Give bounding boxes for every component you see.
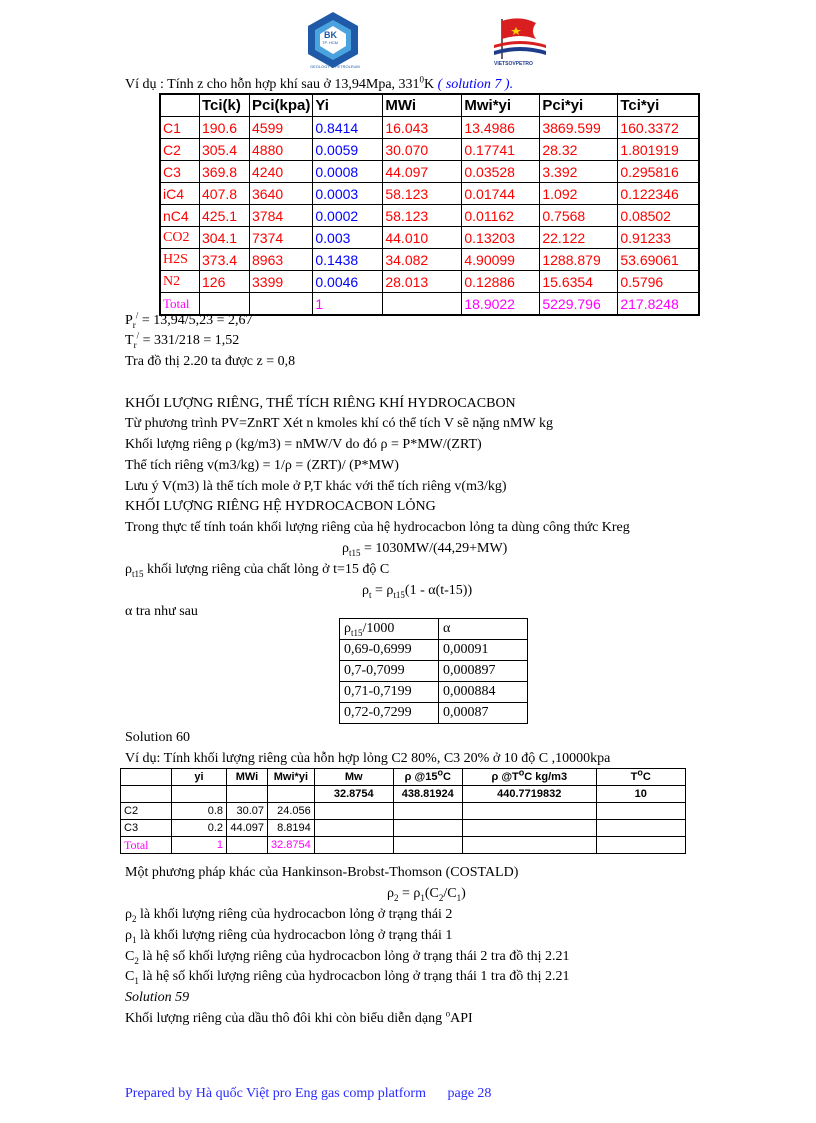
tr-line: $T_r^/ = 331/218 = 1,52$ (125, 330, 240, 350)
header-pciyi: Pci*yi (540, 94, 618, 117)
t3-rho15-value: 438.81924 (393, 786, 462, 803)
component-name: C3 (160, 161, 200, 183)
t3-cell-mwi: 44.097 (227, 820, 268, 837)
alpha-header-rho: $\rho_{t15}/1000$ (340, 619, 439, 640)
footer-text: Prepared by Hà quốc Việt pro Eng gas comp platform (125, 1086, 426, 1101)
alpha-cell-range: 0,71-0,7199 (340, 682, 439, 703)
alpha-header-row (340, 619, 528, 640)
cell-yi: 0.0046 (313, 271, 383, 293)
solution-59: Solution 59 (125, 990, 190, 1005)
example1-line (125, 76, 513, 93)
cell-tciyi: 53.69061 (618, 249, 700, 271)
t3-total-yi: 1 (172, 837, 227, 854)
t3-header-t: $T^oC$ (596, 769, 685, 786)
cell-tci: 190.6 (200, 117, 250, 139)
cell-yi: 0.003 (313, 227, 383, 249)
t3-cell-name: C3 (121, 820, 172, 837)
alpha-row (340, 682, 528, 703)
cell-tciyi: 0.5796 (618, 271, 700, 293)
temp-correction-formula: $\rho_t = \rho_{t15}(1 - \alpha(t-15))$ (362, 583, 473, 600)
cell-mwiyi: 0.12886 (462, 271, 540, 293)
cell-yi: 0.1438 (313, 249, 383, 271)
header-mwiyi: Mwi*yi (462, 94, 540, 117)
cell-mwiyi: 13.4986 (462, 117, 540, 139)
cell-yi: 0.0003 (313, 183, 383, 205)
t3-cell-yi: 0.8 (172, 803, 227, 820)
cell-pci: 3399 (250, 271, 313, 293)
cell-mwi: 30.070 (383, 139, 462, 161)
cell-yi: 0.0002 (313, 205, 383, 227)
cell-pciyi: 3869.599 (540, 117, 618, 139)
alpha-cell-alpha: 0,00091 (439, 640, 528, 661)
costald-c1: $C_1$ là hệ số khối lượng riêng của hydrocacbon lỏng ở trạng thái 1 tra đồ thị 2.21 (125, 969, 570, 986)
cell-mwiyi: 0.01744 (462, 183, 540, 205)
header-tci: Tci(k) (200, 94, 250, 117)
table-row (160, 117, 699, 139)
cell-tciyi: 1.801919 (618, 139, 700, 161)
kreg-formula: $\rho_{t15} = 1030MW/(44,29+MW)$ (342, 541, 508, 558)
cell-mwi: 44.010 (383, 227, 462, 249)
example1-solution: ( solution 7 ). (437, 77, 514, 92)
gas-mixture-table (159, 93, 700, 316)
t3-row (121, 803, 686, 820)
liquid-line-1: Trong thực tế tính toán khối lượng riêng của hệ hydrocacbon lỏng ta dùng công thức Kreg (125, 520, 630, 535)
cell-tciyi: 0.08502 (618, 205, 700, 227)
cell-tciyi: 160.3372 (618, 117, 700, 139)
alpha-cell-alpha: 0,000897 (439, 661, 528, 682)
alpha-row (340, 703, 528, 724)
gas-line-4: Lưu ý V(m3) là thể tích mole ở P,T khác với thể tích riêng v(m3/kg) (125, 479, 507, 494)
cell-tci: 305.4 (200, 139, 250, 161)
t3-cell-yi: 0.2 (172, 820, 227, 837)
api-line: Khối lượng riêng của dầu thô đôi khi còn biểu diễn dạng $^o$API (125, 1008, 473, 1026)
t3-total-mwiyi: 32.8754 (268, 837, 315, 854)
t3-cell-name: C2 (121, 803, 172, 820)
header-tciyi: Tci*yi (618, 94, 700, 117)
alpha-cell-range: 0,72-0,7299 (340, 703, 439, 724)
cell-mwi: 16.043 (383, 117, 462, 139)
table-row (160, 227, 699, 249)
gas-line-2: Khối lượng riêng ρ (kg/m3) = nMW/V do đó ρ = P*MW/(ZRT) (125, 437, 482, 452)
cell-mwiyi: 0.03528 (462, 161, 540, 183)
example1-unit: K (424, 77, 435, 92)
bk-logo-caption: GEOLOGY & PETROLEUM (310, 64, 360, 69)
cell-pci: 8963 (250, 249, 313, 271)
t3-rhoT-value: 440.7719832 (462, 786, 596, 803)
table-row (160, 161, 699, 183)
t3-header-yi: yi (172, 769, 227, 786)
costald-c2: $C_2$ là hệ số khối lượng riêng của hydrocacbon lỏng ở trạng thái 2 tra đồ thị 2.21 (125, 949, 570, 966)
t3-header-mw: Mw (314, 769, 393, 786)
table-row (160, 271, 699, 293)
cell-tci: 369.8 (200, 161, 250, 183)
t3-header-row (121, 769, 686, 786)
cell-tciyi: 0.122346 (618, 183, 700, 205)
header-yi: Yi (313, 94, 383, 117)
component-name: iC4 (160, 183, 200, 205)
component-name: N2 (160, 271, 200, 293)
liquid-mixture-table (120, 768, 686, 854)
total-label: Total (160, 293, 200, 316)
table-header-row (160, 94, 699, 117)
component-name: H2S (160, 249, 200, 271)
table-row (160, 139, 699, 161)
gas-line-3: Thể tích riêng v(m3/kg) = 1/ρ = (ZRT)/ (P*MW) (125, 458, 399, 473)
t3-t-value: 10 (596, 786, 685, 803)
vietsovpetro-logo (490, 15, 550, 75)
component-name: CO2 (160, 227, 200, 249)
t3-total-row (121, 837, 686, 854)
total-mwiyi: 18.9022 (462, 293, 540, 316)
alpha-header-alpha: α (439, 619, 528, 640)
component-name: C1 (160, 117, 200, 139)
cell-pciyi: 3.392 (540, 161, 618, 183)
cell-mwi: 58.123 (383, 183, 462, 205)
cell-mwiyi: 0.01162 (462, 205, 540, 227)
cell-tciyi: 0.91233 (618, 227, 700, 249)
section-gas-title: KHỐI LƯỢNG RIÊNG, THỂ TÍCH RIÊNG KHÍ HYDROCACBON (125, 396, 516, 411)
t3-values-row (121, 786, 686, 803)
t3-header-mwi: MWi (227, 769, 268, 786)
cell-pci: 4240 (250, 161, 313, 183)
component-name: nC4 (160, 205, 200, 227)
example2-text: Ví dụ: Tính khối lượng riêng của hỗn hợp lỏng C2 80%, C3 20% ở 10 độ C ,10000kpa (125, 751, 611, 766)
cell-pciyi: 28.32 (540, 139, 618, 161)
costald-formula: $\rho_2 = \rho_1(C_2/C_1)$ (387, 886, 466, 903)
cell-mwi: 28.013 (383, 271, 462, 293)
total-tciyi: 217.8248 (618, 293, 700, 316)
alpha-cell-alpha: 0,000884 (439, 682, 528, 703)
cell-mwiyi: 0.17741 (462, 139, 540, 161)
alpha-row (340, 640, 528, 661)
alpha-row (340, 661, 528, 682)
bk-logo-sub: TP. HCM (322, 40, 338, 45)
cell-yi: 0.0008 (313, 161, 383, 183)
cell-pci: 7374 (250, 227, 313, 249)
cell-mwi: 44.097 (383, 161, 462, 183)
alpha-cell-range: 0,69-0,6999 (340, 640, 439, 661)
alpha-cell-alpha: 0,00087 (439, 703, 528, 724)
liquid-line-3: α tra như sau (125, 604, 198, 619)
t3-row (121, 820, 686, 837)
header-pci: Pci(kpa) (250, 94, 313, 117)
total-yi: 1 (313, 293, 383, 316)
cell-tci: 407.8 (200, 183, 250, 205)
total-pciyi: 5229.796 (540, 293, 618, 316)
cell-tci: 304.1 (200, 227, 250, 249)
header-mwi: MWi (383, 94, 462, 117)
cell-yi: 0.8414 (313, 117, 383, 139)
cell-pciyi: 1288.879 (540, 249, 618, 271)
cell-pciyi: 15.6354 (540, 271, 618, 293)
bk-logo-text: BK (324, 30, 337, 40)
table-row (160, 249, 699, 271)
costald-rho2: $\rho_2$ là khối lượng riêng của hydrocacbon lỏng ở trạng thái 2 (125, 907, 453, 924)
section-liquid-title: KHỐI LƯỢNG RIÊNG HỆ HYDROCACBON LỎNG (125, 499, 436, 514)
cell-pci: 3640 (250, 183, 313, 205)
cell-pci: 3784 (250, 205, 313, 227)
t3-header-rhoT: ρ $@T^oC$ kg/m3 (462, 769, 596, 786)
component-name: C2 (160, 139, 200, 161)
costald-rho1: $\rho_1$ là khối lượng riêng của hydrocacbon lỏng ở trạng thái 1 (125, 928, 453, 945)
costald-line-1: Một phương pháp khác của Hankinson-Brobst-Thomson (COSTALD) (125, 865, 519, 880)
t3-mw-value: 32.8754 (314, 786, 393, 803)
cell-pciyi: 1.092 (540, 183, 618, 205)
cell-pciyi: 22.122 (540, 227, 618, 249)
cell-yi: 0.0059 (313, 139, 383, 161)
table-row (160, 205, 699, 227)
liquid-line-2: $\rho_{t15}$ khối lượng riêng của chất lỏng ở t=15 độ C (125, 562, 390, 579)
t3-cell-mwiyi: 24.056 (268, 803, 315, 820)
example1-text: Ví dụ : Tính z cho hỗn hợp khí sau ở 13,94Mpa, 331 (125, 77, 420, 92)
t3-header-mwiyi: Mwi*yi (268, 769, 315, 786)
alpha-table (339, 618, 528, 724)
cell-pciyi: 0.7568 (540, 205, 618, 227)
cell-pci: 4880 (250, 139, 313, 161)
z-result-line: Tra đồ thị 2.20 ta được z = 0,8 (125, 354, 296, 369)
t3-header-rho15: ρ @15$^o$C (393, 769, 462, 786)
cell-tci: 373.4 (200, 249, 250, 271)
vietsovpetro-logo-text: VIETSOVPETRO (494, 61, 533, 67)
cell-mwi: 34.082 (383, 249, 462, 271)
gas-line-1: Từ phương trình PV=ZnRT Xét n kmoles khí có thể tích V sẽ nặng nMW kg (125, 416, 553, 431)
t3-total-label: Total (121, 837, 172, 854)
cell-tciyi: 0.295816 (618, 161, 700, 183)
cell-tci: 425.1 (200, 205, 250, 227)
cell-pci: 4599 (250, 117, 313, 139)
cell-tci: 126 (200, 271, 250, 293)
solution-60: Solution 60 (125, 730, 190, 745)
cell-mwiyi: 4.90099 (462, 249, 540, 271)
cell-mwiyi: 0.13203 (462, 227, 540, 249)
bk-logo (302, 10, 364, 72)
page-footer (125, 1086, 491, 1102)
cell-mwi: 58.123 (383, 205, 462, 227)
example1-deg: 0 (419, 74, 425, 85)
pr-line: $P_r^/ = 13,94/5,23 = 2,67$ (125, 310, 253, 330)
alpha-cell-range: 0,7-0,7099 (340, 661, 439, 682)
t3-cell-mwi: 30.07 (227, 803, 268, 820)
page-number: page 28 (447, 1086, 492, 1101)
table-row (160, 183, 699, 205)
t3-cell-mwiyi: 8.8194 (268, 820, 315, 837)
